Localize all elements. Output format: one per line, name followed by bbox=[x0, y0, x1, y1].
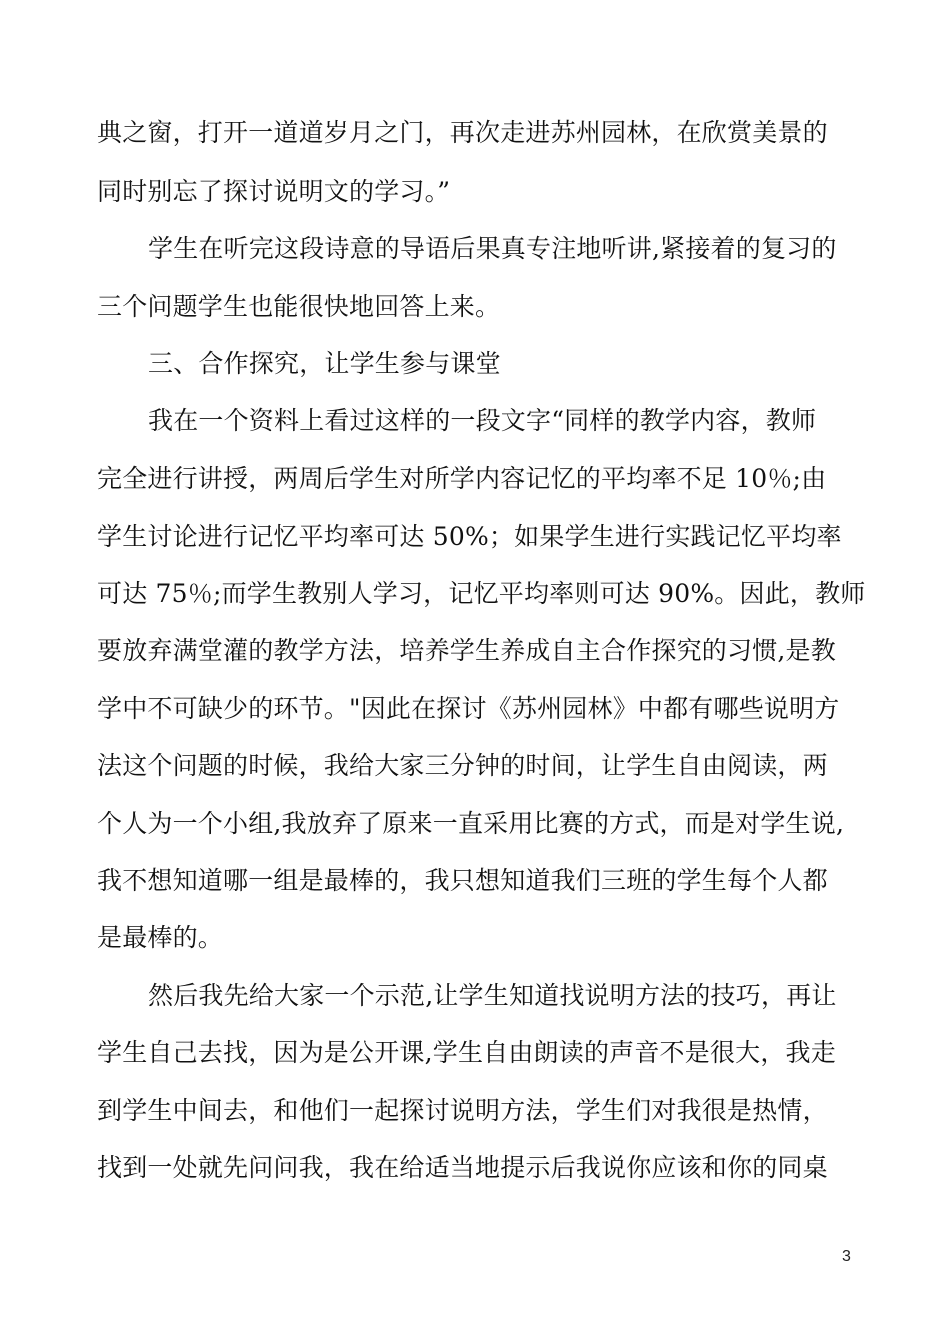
text-line: 找到一处就先问问我，我在给适当地提示后我说你应该和你的同桌 bbox=[97, 1153, 828, 1182]
text-line: 学生讨论进行记忆平均率可达 50%；如果学生进行实践记忆平均率 bbox=[97, 522, 842, 551]
text-line: 学生自己去找，因为是公开课,学生自由朗读的声音不是很大，我走 bbox=[97, 1038, 836, 1067]
section-heading: 三、合作探究，让学生参与课堂 bbox=[148, 349, 501, 378]
text-line: 到学生中间去，和他们一起探讨说明方法，学生们对我很是热情， bbox=[97, 1096, 828, 1125]
text-line: 同时别忘了探讨说明文的学习。” bbox=[97, 177, 451, 206]
text-line: 我在一个资料上看过这样的一段文字“同样的教学内容，教师 bbox=[148, 406, 817, 435]
text-line: 学中不可缺少的环节。"因此在探讨《苏州园林》中都有哪些说明方 bbox=[97, 694, 840, 723]
text-line: 我不想知道哪一组是最棒的，我只想知道我们三班的学生每个人都 bbox=[97, 866, 828, 895]
text-line: 典之窗，打开一道道岁月之门，再次走进苏州园林，在欣赏美景的 bbox=[97, 118, 828, 147]
text-line: 法这个问题的时候，我给大家三分钟的时间，让学生自由阅读，两 bbox=[97, 751, 828, 780]
text-line: 学生在听完这段诗意的导语后果真专注地听讲,紧接着的复习的 bbox=[148, 234, 837, 263]
page-number: 3 bbox=[842, 1248, 851, 1265]
text-line: 要放弃满堂灌的教学方法，培养学生养成自主合作探究的习惯,是教 bbox=[97, 636, 836, 665]
text-line: 然后我先给大家一个示范,让学生知道找说明方法的技巧，再让 bbox=[148, 981, 837, 1010]
text-line: 个人为一个小组,我放弃了原来一直采用比赛的方式，而是对学生说, bbox=[97, 809, 845, 838]
text-line: 是最棒的。 bbox=[97, 923, 224, 952]
text-line: 可达 75％;而学生教别人学习，记忆平均率则可达 90%。因此，教师 bbox=[97, 579, 866, 608]
text-line: 三个问题学生也能很快地回答上来。 bbox=[97, 292, 501, 321]
text-line: 完全进行讲授，两周后学生对所学内容记忆的平均率不足 10％;由 bbox=[97, 464, 827, 493]
